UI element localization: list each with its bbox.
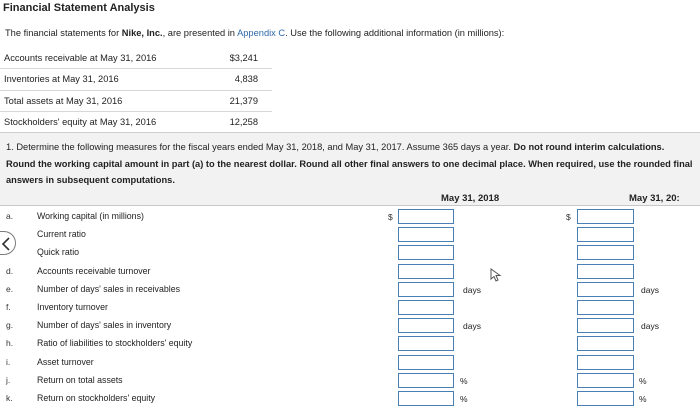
dollar-sign-2017: $ <box>566 212 571 222</box>
measure-row <box>0 354 700 372</box>
info-label: Accounts receivable at May 31, 2016 <box>0 47 211 69</box>
column-header-2017: May 31, 20: <box>629 193 680 204</box>
dollar-sign-2018: $ <box>388 212 393 222</box>
mouse-cursor-icon <box>490 268 502 282</box>
measure-row <box>0 299 700 317</box>
info-row <box>0 112 272 134</box>
measure-row <box>0 244 700 262</box>
measure-label: Ratio of liabilities to stockholders' equity <box>37 338 193 349</box>
measure-letter: a. <box>6 211 14 221</box>
answer-input-2017[interactable] <box>577 245 634 260</box>
info-value: 12,258 <box>211 112 272 134</box>
info-label: Inventories at May 31, 2016 <box>0 69 211 91</box>
info-row <box>0 47 272 69</box>
measure-label: Asset turnover <box>37 356 94 367</box>
company-name: Nike, Inc. <box>121 28 163 38</box>
measure-row <box>0 372 700 390</box>
answer-input-2018[interactable] <box>398 227 454 242</box>
measure-row <box>0 281 700 299</box>
question-instructions: 1. Determine the following measures for the fiscal years ended May 31, 2018, and May 31, 2017. Assume 365 days a year. <box>6 142 514 152</box>
answer-input-2017[interactable] <box>577 318 634 333</box>
measure-row <box>0 390 700 408</box>
percent-sign-2017: % <box>639 394 647 404</box>
measure-letter: i. <box>6 356 11 367</box>
answer-input-2018[interactable] <box>398 336 454 351</box>
measure-label: Inventory turnover <box>37 302 108 312</box>
answer-input-2017[interactable] <box>577 209 634 224</box>
measure-letter: h. <box>6 338 14 349</box>
measure-label: Current ratio <box>37 229 86 240</box>
intro-text <box>5 28 504 38</box>
info-row <box>0 69 272 91</box>
answer-input-2017[interactable] <box>577 355 634 370</box>
page-title: Financial Statement Analysis <box>3 2 155 14</box>
answer-input-2018[interactable] <box>398 355 454 370</box>
unit-label-2018: days <box>463 284 481 295</box>
info-row <box>0 90 272 112</box>
measure-label: Number of days' sales in receivables <box>37 283 180 294</box>
answer-input-2018[interactable] <box>398 373 454 388</box>
answer-input-2018[interactable] <box>398 282 454 297</box>
measure-row <box>0 317 700 335</box>
unit-label-2017: days <box>641 321 659 332</box>
unit-label-2018: days <box>463 321 481 332</box>
measure-label: Return on total assets <box>37 374 123 385</box>
answer-input-2018[interactable] <box>398 300 454 315</box>
intro-suffix: . Use the following additional information (in millions): <box>285 28 505 38</box>
measure-letter: e. <box>6 283 14 294</box>
measure-row <box>0 335 700 353</box>
intro-mid: , are presented in <box>162 28 238 38</box>
answer-input-2017[interactable] <box>577 391 634 406</box>
percent-sign-2017: % <box>639 375 647 386</box>
info-value: 21,379 <box>211 90 272 112</box>
percent-sign-2018: % <box>460 394 468 404</box>
answer-input-2018[interactable] <box>398 264 454 279</box>
measure-label: Working capital (in millions) <box>37 211 144 221</box>
measure-letter: j. <box>6 374 11 385</box>
measure-letter: g. <box>6 320 14 331</box>
answer-input-2018[interactable] <box>398 245 454 260</box>
measure-label: Quick ratio <box>37 247 80 258</box>
answer-input-2018[interactable] <box>398 391 454 406</box>
answer-input-2017[interactable] <box>577 264 634 279</box>
info-label: Stockholders' equity at May 31, 2016 <box>0 112 211 134</box>
measure-letter: f. <box>6 302 11 312</box>
measure-row <box>0 226 700 244</box>
measure-label: Accounts receivable turnover <box>37 265 151 276</box>
answer-input-2017[interactable] <box>577 227 634 242</box>
info-value: 4,838 <box>211 69 272 91</box>
appendix-link[interactable]: Appendix C <box>237 28 286 38</box>
measure-label: Number of days' sales in inventory <box>37 320 172 331</box>
measure-letter: d. <box>6 265 14 276</box>
answer-input-2017[interactable] <box>577 300 634 315</box>
answer-input-2017[interactable] <box>577 282 634 297</box>
answer-input-2018[interactable] <box>398 209 454 224</box>
info-label: Total assets at May 31, 2016 <box>0 90 211 112</box>
answer-input-2017[interactable] <box>577 373 634 388</box>
question-rounding-rules: Do not round interim calculations. Round the working capital amount in part (a) to the nearest dollar. Round all other final answers to one decimal place. When required, use the rounded final answers in subsequent computations. <box>6 142 693 185</box>
unit-label-2017: days <box>641 284 659 295</box>
answer-input-2017[interactable] <box>577 336 634 351</box>
measure-letter: k. <box>6 393 13 403</box>
measure-row <box>0 208 700 226</box>
question-text <box>6 139 696 189</box>
column-header-2018: May 31, 2018 <box>441 193 500 204</box>
measure-row <box>0 263 700 281</box>
additional-info-table <box>0 47 272 134</box>
percent-sign-2018: % <box>460 375 468 386</box>
info-value: $3,241 <box>211 47 272 69</box>
answer-input-2018[interactable] <box>398 318 454 333</box>
intro-prefix: The financial statements for <box>5 28 122 38</box>
measure-label: Return on stockholders' equity <box>37 393 156 403</box>
